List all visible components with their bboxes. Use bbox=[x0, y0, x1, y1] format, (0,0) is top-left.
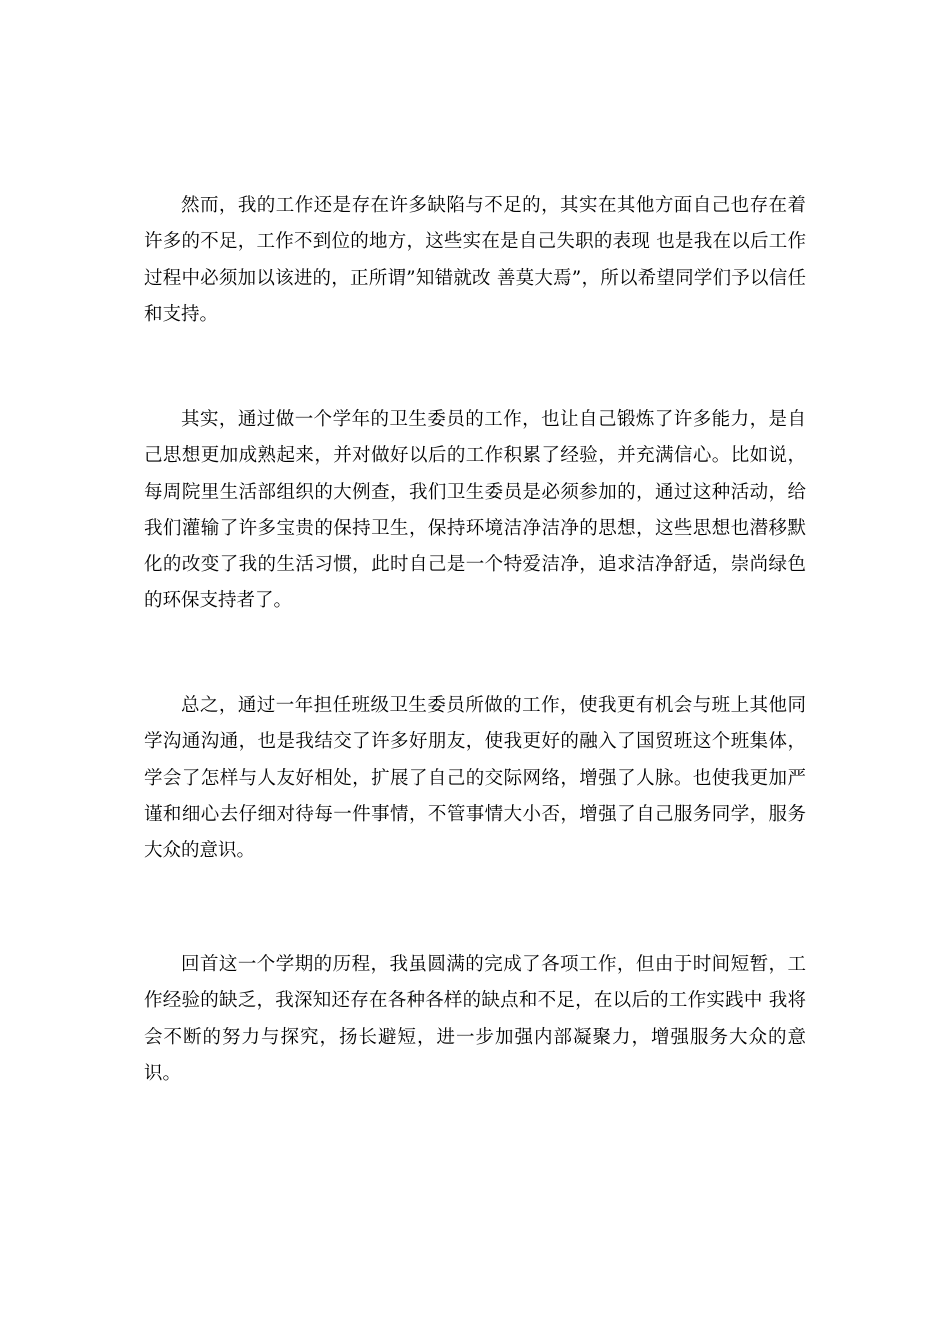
paragraph-retrospective: 回首这一个学期的历程，我虽圆满的完成了各项工作，但由于时间短暂，工作经验的缺乏，我深知还存在各种各样的缺点和不足，在以后的工作实践中 我将会不断的努力与探究，扬长避短，进一步加强内部凝聚力，增强服务大众的意识。 bbox=[144, 954, 806, 1084]
paragraph-experience: 其实，通过做一个学年的卫生委员的工作，也让自己锻炼了许多能力，是自己思想更加成熟起来，并对做好以后的工作积累了经验，并充满信心。比如说，每周院里生活部组织的大例查，我们卫生委员是必须参加的，通过这种活动，给我们灌输了许多宝贵的保持卫生，保持环境洁净洁净的思想，这些思想也潜移默化的改变了我的生活习惯，此时自己是一个特爱洁净，追求洁净舒适，崇尚绿色的环保支持者了。 bbox=[144, 409, 806, 612]
paragraph-shortcomings: 然而，我的工作还是存在许多缺陷与不足的，其实在其他方面自己也存在着许多的不足，工作不到位的地方，这些实在是自己失职的表现 也是我在以后工作过程中必须加以该进的，正所谓”知错就改 善莫大焉”，所以希望同学们予以信任和支持。 bbox=[144, 195, 806, 325]
paragraph-summary: 总之，通过一年担任班级卫生委员所做的工作，使我更有机会与班上其他同学沟通沟通，也是我结交了许多好朋友，使我更好的融入了国贸班这个班集体，学会了怎样与人友好相处，扩展了自己的交际网络，增强了人脉。也使我更加严谨和细心去仔细对待每一件事情，不管事情大小否，增强了自己服务同学，服务大众的意识。 bbox=[144, 695, 806, 862]
